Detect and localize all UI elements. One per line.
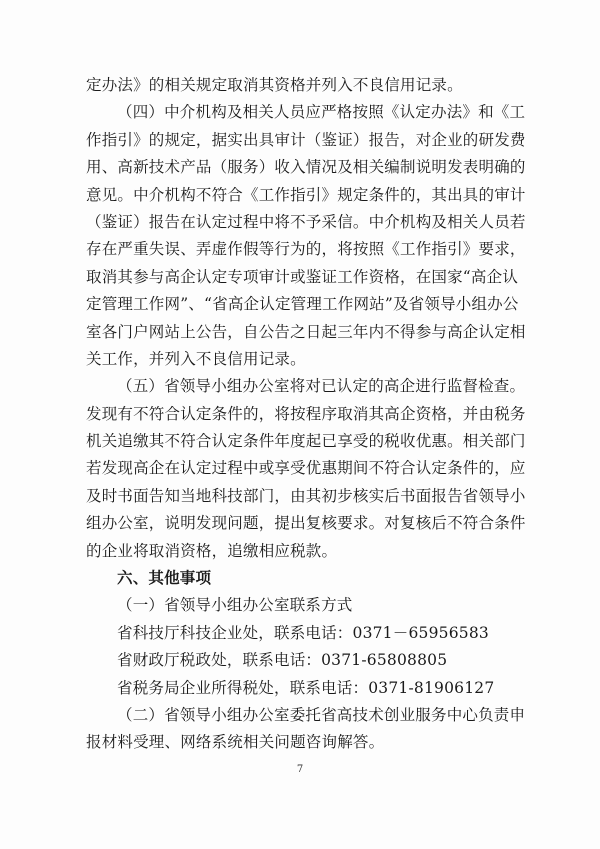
text-line: （二）省领导小组办公室委托省高技术创业服务中心负责申 xyxy=(117,705,526,724)
text-line: 意见。中介机构不符合《工作指引》规定条件的，其出具的审计 xyxy=(86,185,526,204)
text-line: （鉴证）报告在认定过程中将不予采信。中介机构及相关人员若 xyxy=(86,212,526,231)
text-line: 的企业将取消资格，追缴相应税款。 xyxy=(86,541,338,560)
text-line: （一）省领导小组办公室联系方式 xyxy=(117,596,353,615)
text-line: 发现有不符合认定条件的，将按程序取消其高企资格，并由税务 xyxy=(86,404,526,423)
text-line: 关工作，并列入不良信用记录。 xyxy=(86,349,306,368)
text-line: 用、高新技术产品（服务）收入情况及相关编制说明发表明确的 xyxy=(86,158,526,177)
text-line: 若发现高企在认定过程中或享受优惠期间不符合认定条件的，应 xyxy=(86,459,526,478)
text-line: 组办公室，说明发现问题，提出复核要求。对复核后不符合条件 xyxy=(86,514,526,533)
text-line: 及时书面告知当地科技部门，由其初步核实后书面报告省领导小 xyxy=(86,486,526,505)
text-line: 省科技厅科技企业处，联系电话：0371－65956583 xyxy=(117,623,489,642)
text-line: 定管理工作网”、“省高企认定管理工作网站”及省领导小组办公 xyxy=(86,295,519,314)
page-number: 7 xyxy=(296,764,304,775)
text-line: 报材料受理、网络系统相关问题咨询解答。 xyxy=(86,733,385,752)
text-line: 室各门户网站上公告，自公告之日起三年内不得参与高企认定相 xyxy=(86,322,526,341)
text-line: （四）中介机构及相关人员应严格按照《认定办法》和《工 xyxy=(117,103,526,122)
text-line: 省税务局企业所得税处，联系电话：0371-81906127 xyxy=(117,678,495,697)
document-body xyxy=(86,72,536,757)
text-line: 定办法》的相关规定取消其资格并列入不良信用记录。 xyxy=(86,76,463,94)
text-line: 作指引》的规定，据实出具审计（鉴证）报告，对企业的研发费 xyxy=(86,130,526,149)
text-line: 存在严重失误、弄虚作假等行为的，将按照《工作指引》要求， xyxy=(86,240,526,259)
text-line: 省财政厅税政处，联系电话：0371-65808805 xyxy=(117,651,448,670)
section-heading: 六、其他事项 xyxy=(117,569,212,588)
text-line: 机关追缴其不符合认定条件年度起已享受的税收优惠。相关部门 xyxy=(86,432,526,451)
text-line: （五）省领导小组办公室将对已认定的高企进行监督检查。 xyxy=(117,377,526,396)
text-line: 取消其参与高企认定专项审计或鉴证工作资格，在国家“高企认 xyxy=(86,267,519,286)
